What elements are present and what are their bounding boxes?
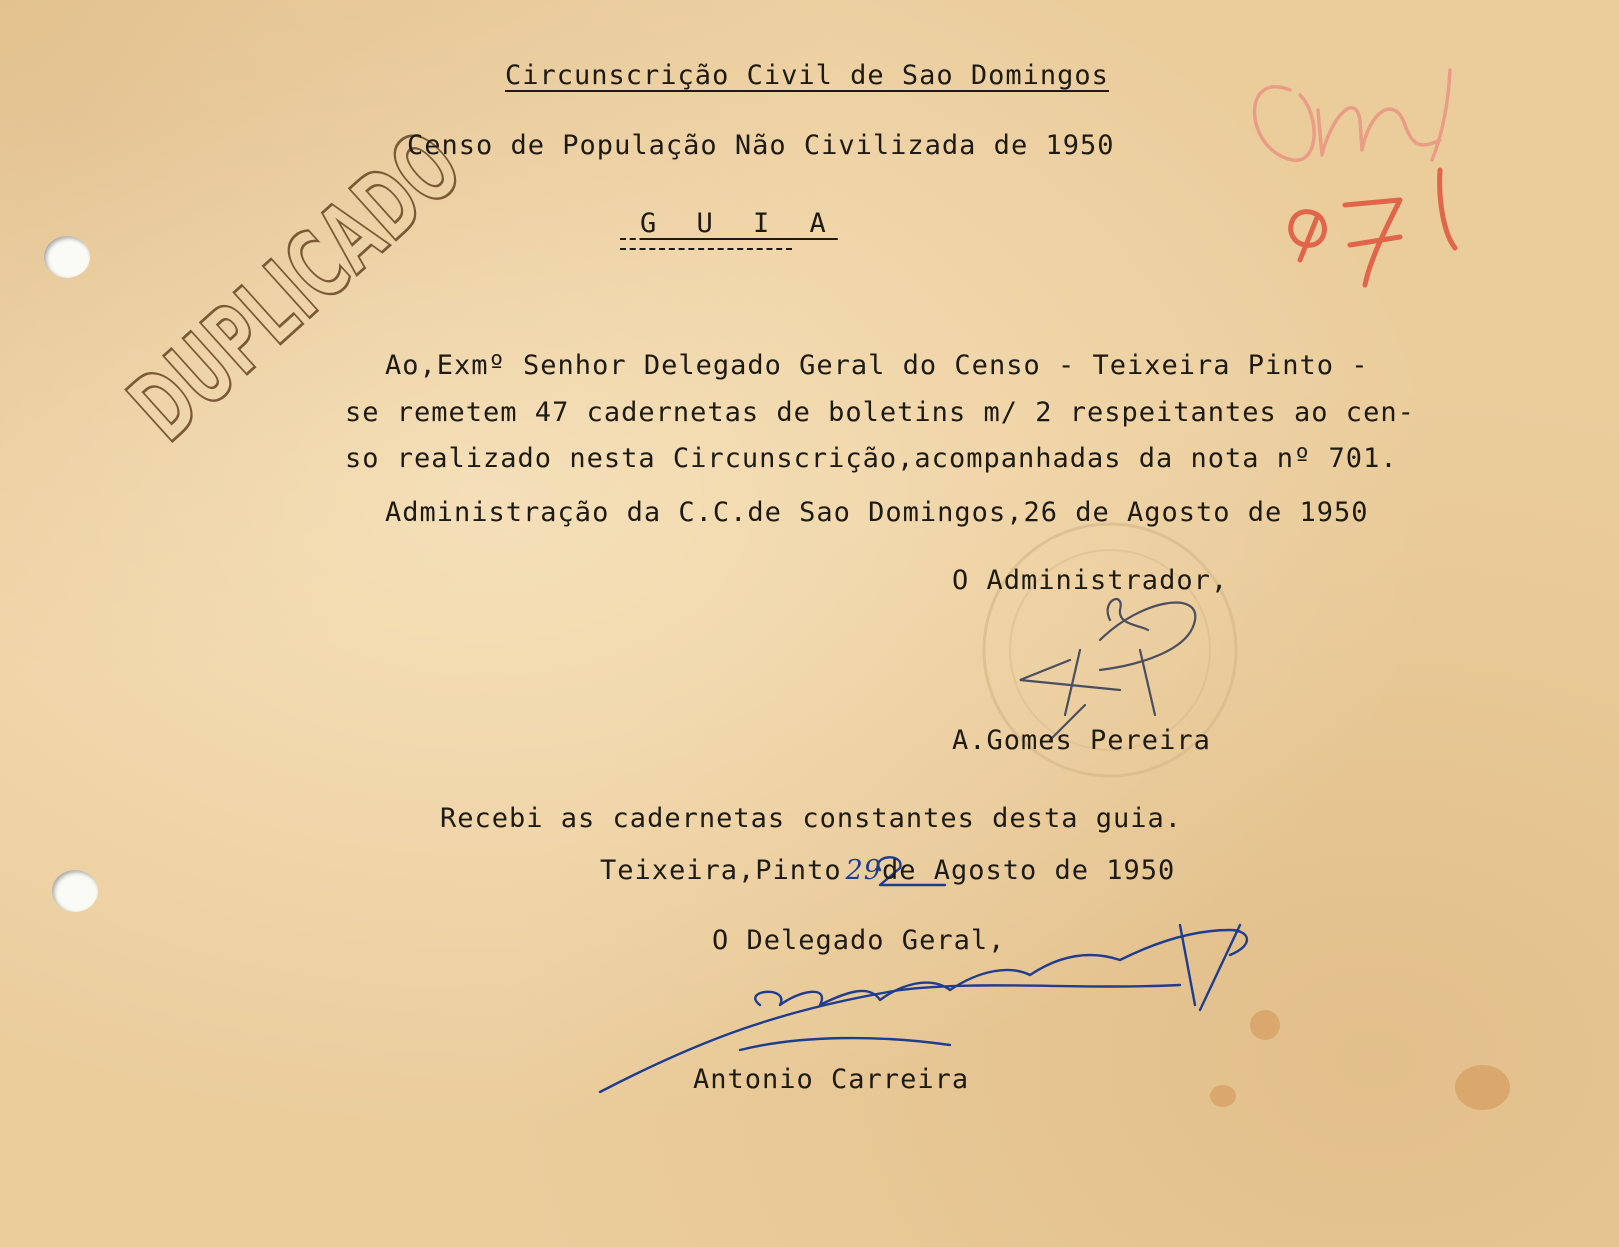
receipt-date-line bbox=[600, 855, 1175, 886]
svg-text:DUPLICADO: DUPLICADO bbox=[109, 109, 484, 462]
punch-hole-bottom bbox=[52, 870, 98, 912]
body-line-2: se remetem 47 cadernetas de boletins m/ 2 respeitantes ao cen- bbox=[345, 397, 1415, 428]
receipt-statement: Recebi as cadernetas constantes desta guia. bbox=[440, 803, 1182, 834]
delegate-title: O Delegado Geral, bbox=[712, 925, 1006, 956]
document-subtitle: Censo de População Não Civilizada de 1950 bbox=[407, 130, 1115, 161]
administrator-signature bbox=[1020, 599, 1195, 740]
stain-spot bbox=[1210, 1085, 1236, 1107]
delegate-signature bbox=[600, 857, 1247, 1092]
administrator-title: O Administrador, bbox=[952, 565, 1229, 596]
stain-spot bbox=[1455, 1065, 1510, 1110]
administrator-name: A.Gomes Pereira bbox=[952, 725, 1211, 756]
red-number-97 bbox=[1291, 170, 1455, 285]
body-line-1: Ao,Exmº Senhor Delegado Geral do Censo - Teixeira Pinto - bbox=[385, 350, 1369, 381]
receipt-place: Teixeira,Pinto bbox=[600, 855, 842, 886]
stain-spot bbox=[1250, 1010, 1280, 1040]
receipt-day: 29 bbox=[845, 855, 882, 886]
red-pencil-annotation bbox=[1255, 70, 1455, 285]
body-line-4: Administração da C.C.de Sao Domingos,26 de Agosto de 1950 bbox=[385, 497, 1369, 528]
title-double-underline bbox=[620, 238, 792, 250]
punch-hole-top bbox=[44, 236, 90, 278]
receipt-date-rest: de Agosto de 1950 bbox=[881, 855, 1176, 886]
red-scribble-top bbox=[1255, 70, 1450, 160]
document-type-title: G U I A bbox=[640, 208, 838, 239]
document-header: Circunscrição Civil de Sao Domingos bbox=[505, 60, 1109, 91]
delegate-name: Antonio Carreira bbox=[693, 1064, 970, 1095]
body-line-3: so realizado nesta Circunscrição,acompanhadas da nota nº 701. bbox=[345, 443, 1398, 474]
